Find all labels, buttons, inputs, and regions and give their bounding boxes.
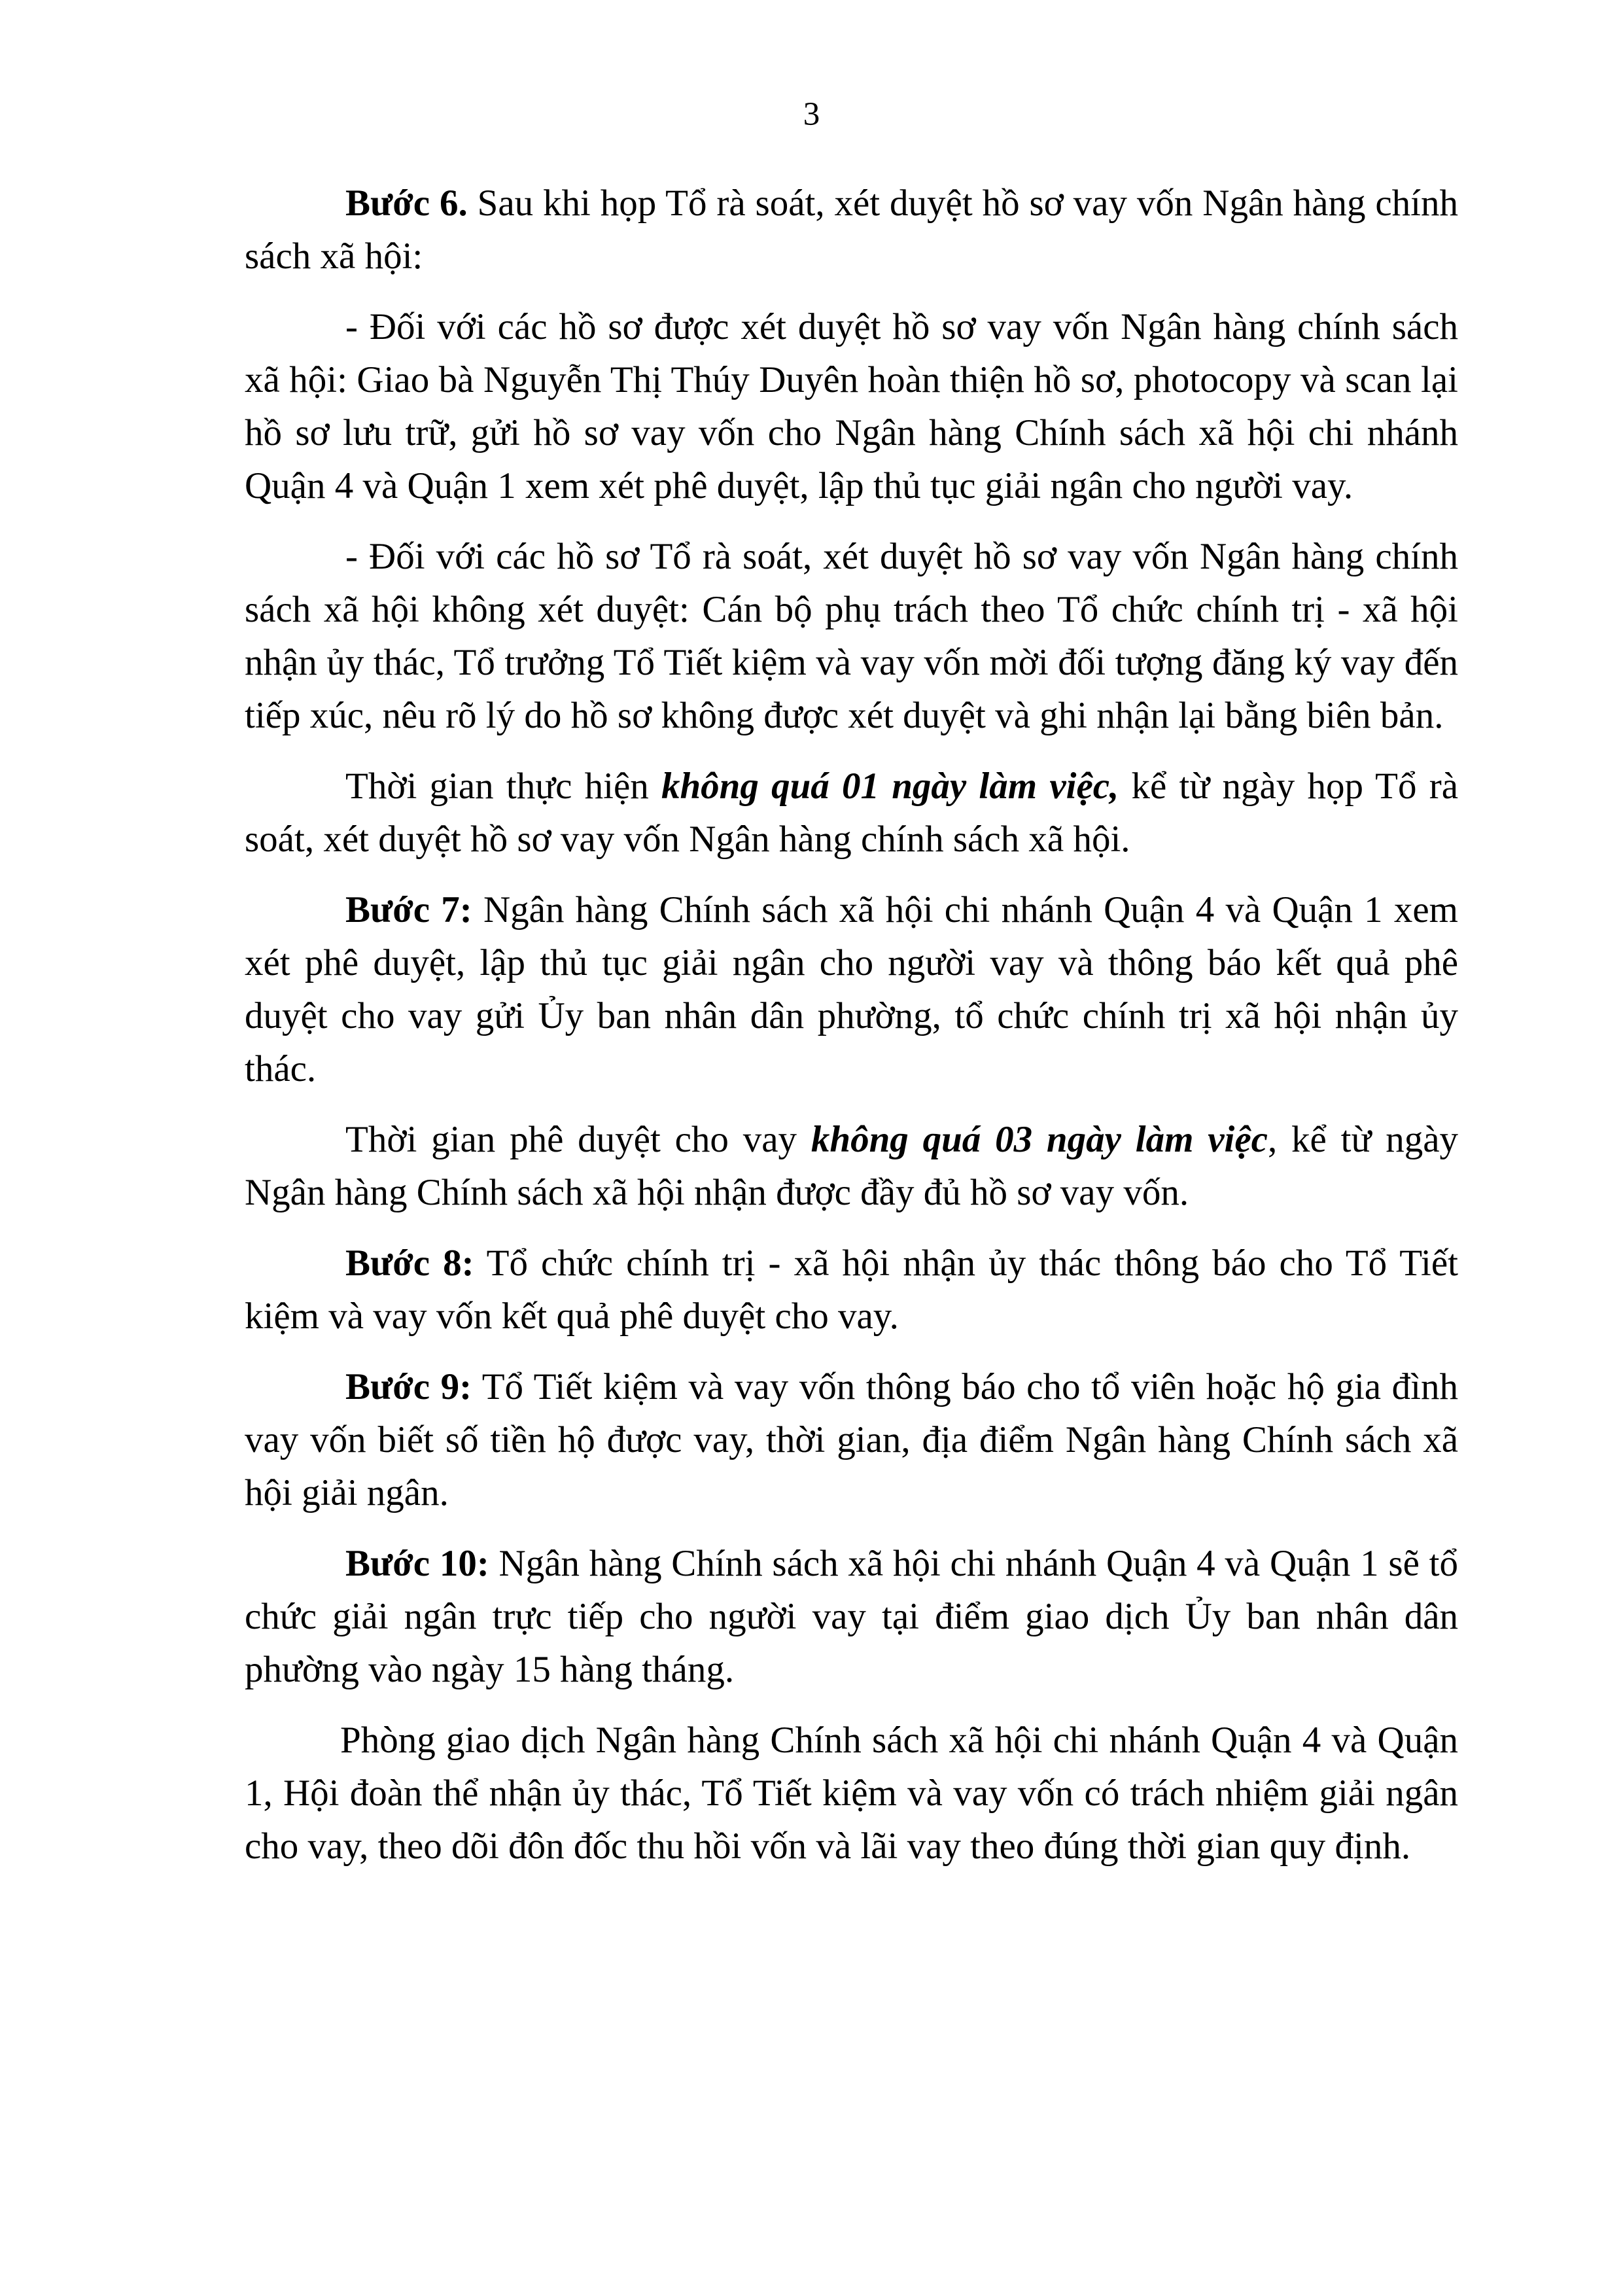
paragraph-text: Ngân hàng Chính sách xã hội chi nhánh Quận 4 và Quận 1 sẽ tổ chức giải ngân trực tiếp cho người vay tại điểm giao dịch Ủy ban nhân dân phường vào ngày 15 hàng tháng. (245, 1543, 1458, 1690)
step-label: Bước 6. (345, 183, 468, 224)
paragraph-approved-dossiers (245, 300, 1458, 512)
paragraph-step-7 (245, 883, 1458, 1095)
paragraph-rejected-dossiers (245, 530, 1458, 742)
step-label: Bước 7: (345, 889, 472, 930)
step-label: Bước 10: (345, 1543, 489, 1584)
paragraph-text: Tổ Tiết kiệm và vay vốn thông báo cho tổ viên hoặc hộ gia đình vay vốn biết số tiền hộ được vay, thời gian, địa điểm Ngân hàng Chính sách xã hội giải ngân. (245, 1366, 1458, 1513)
emphasized-deadline: không quá 01 ngày làm việc, (661, 766, 1119, 807)
paragraph-text: Ngân hàng Chính sách xã hội chi nhánh Quận 4 và Quận 1 xem xét phê duyệt, lập thủ tục giải ngân cho người vay và thông báo kết quả phê duyệt cho vay gửi Ủy ban nhân dân phường, tổ chức chính trị xã hội nhận ủy thác. (245, 889, 1458, 1089)
paragraph-step-8 (245, 1237, 1458, 1343)
paragraph-lead-text: Thời gian thực hiện (345, 766, 661, 807)
paragraph-text: - Đối với các hồ sơ được xét duyệt hồ sơ vay vốn Ngân hàng chính sách xã hội: Giao bà Nguyễn Thị Thúy Duyên hoàn thiện hồ sơ, photocopy và scan lại hồ sơ lưu trữ, gửi hồ sơ vay vốn cho Ngân hàng Chính sách xã hội chi nhánh Quận 4 và Quận 1 xem xét phê duyệt, lập thủ tục giải ngân cho người vay. (245, 306, 1458, 506)
paragraph-step-10 (245, 1537, 1458, 1696)
paragraph-text: - Đối với các hồ sơ Tổ rà soát, xét duyệt hồ sơ vay vốn Ngân hàng chính sách xã hội không xét duyệt: Cán bộ phụ trách theo Tổ chức chính trị - xã hội nhận ủy thác, Tổ trưởng Tổ Tiết kiệm và vay vốn mời đối tượng đăng ký vay đến tiếp xúc, nêu rõ lý do hồ sơ không được xét duyệt và ghi nhận lại bằng biên bản. (245, 536, 1458, 736)
page-number: 3 (803, 96, 820, 133)
emphasized-deadline: không quá 03 ngày làm việc (811, 1119, 1268, 1160)
step-label: Bước 8: (345, 1243, 474, 1284)
paragraph-text: Sau khi họp Tổ rà soát, xét duyệt hồ sơ vay vốn Ngân hàng chính sách xã hội: (245, 183, 1458, 277)
paragraph-step-7-deadline (245, 1113, 1458, 1219)
paragraph-responsibilities (245, 1714, 1458, 1873)
paragraph-text: , kể từ ngày Ngân hàng Chính sách xã hội nhận được đầy đủ hồ sơ vay vốn. (245, 1119, 1458, 1213)
paragraph-text: Tổ chức chính trị - xã hội nhận ủy thác thông báo cho Tổ Tiết kiệm và vay vốn kết quả phê duyệt cho vay. (245, 1243, 1458, 1337)
paragraph-step-6 (245, 177, 1458, 283)
paragraph-text: Phòng giao dịch Ngân hàng Chính sách xã hội chi nhánh Quận 4 và Quận 1, Hội đoàn thể nhận ủy thác, Tổ Tiết kiệm và vay vốn có trách nhiệm giải ngân cho vay, theo dõi đôn đốc thu hồi vốn và lãi vay theo đúng thời gian quy định. (245, 1720, 1458, 1867)
step-label: Bước 9: (345, 1366, 472, 1407)
document-body (245, 177, 1458, 1890)
paragraph-step-9 (245, 1360, 1458, 1519)
paragraph-text: kể từ ngày họp Tổ rà soát, xét duyệt hồ sơ vay vốn Ngân hàng chính sách xã hội. (245, 766, 1458, 860)
paragraph-step-6-deadline (245, 760, 1458, 866)
paragraph-lead-text: Thời gian phê duyệt cho vay (345, 1119, 811, 1160)
